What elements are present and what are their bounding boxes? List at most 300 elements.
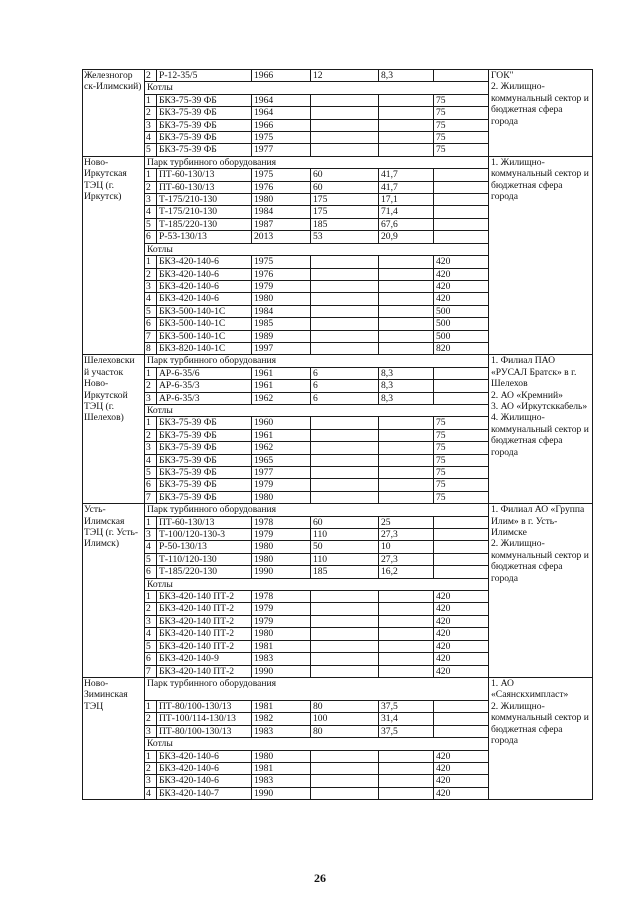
capacity-cell <box>311 775 379 787</box>
section-title: Парк турбинного оборудования <box>145 156 489 168</box>
row-number-cell: 3 <box>145 775 157 787</box>
row-number-cell: 1 <box>145 169 157 181</box>
row-number-cell: 2 <box>145 713 157 725</box>
steam-output-cell <box>434 367 489 379</box>
heat-output-cell <box>379 640 434 652</box>
year-cell: 1979 <box>252 479 311 491</box>
equipment-model-cell: ПТ-100/114-130/13 <box>157 713 252 725</box>
steam-output-cell <box>434 566 489 578</box>
row-number-cell: 3 <box>145 194 157 206</box>
row-number-cell: 2 <box>145 380 157 392</box>
capacity-cell <box>311 665 379 677</box>
steam-output-cell <box>434 541 489 553</box>
capacity-cell <box>311 429 379 441</box>
heat-output-cell <box>379 591 434 603</box>
equipment-model-cell: БКЗ-420-140-9 <box>157 653 252 665</box>
equipment-model-cell: БКЗ-420-140 ПТ-2 <box>157 603 252 615</box>
capacity-cell <box>311 342 379 354</box>
steam-output-cell: 420 <box>434 787 489 799</box>
year-cell: 1962 <box>252 442 311 454</box>
capacity-cell: 50 <box>311 541 379 553</box>
heat-output-cell <box>379 628 434 640</box>
heat-output-cell <box>379 665 434 677</box>
heat-output-cell: 31,4 <box>379 713 434 725</box>
row-number-cell: 4 <box>145 787 157 799</box>
steam-output-cell: 75 <box>434 454 489 466</box>
heat-output-cell <box>379 467 434 479</box>
capacity-cell <box>311 280 379 292</box>
capacity-cell <box>311 615 379 627</box>
heat-output-cell <box>379 144 434 156</box>
equipment-model-cell: БКЗ-500-140-1С <box>157 330 252 342</box>
heat-output-cell <box>379 318 434 330</box>
year-cell: 1966 <box>252 70 311 82</box>
section-title: Котлы <box>145 404 489 416</box>
heat-output-cell: 27,3 <box>379 553 434 565</box>
table-row <box>83 70 593 82</box>
equipment-model-cell: Р-12-35/5 <box>157 70 252 82</box>
year-cell: 1976 <box>252 268 311 280</box>
steam-output-cell: 500 <box>434 330 489 342</box>
capacity-cell: 80 <box>311 700 379 712</box>
equipment-model-cell: АР-6-35/6 <box>157 367 252 379</box>
row-number-cell: 4 <box>145 206 157 218</box>
row-number-cell: 1 <box>145 750 157 762</box>
heat-output-cell: 10 <box>379 541 434 553</box>
equipment-model-cell: БКЗ-420-140-6 <box>157 280 252 292</box>
heat-output-cell <box>379 429 434 441</box>
plant-consumers: ГОК" 2. Жилищно-коммунальный сектор и бюджетная сфера города <box>489 70 593 157</box>
capacity-cell: 185 <box>311 218 379 230</box>
row-number-cell: 5 <box>145 218 157 230</box>
equipment-model-cell: ПТ-80/100-130/13 <box>157 700 252 712</box>
year-cell: 1978 <box>252 591 311 603</box>
equipment-model-cell: ПТ-60-130/13 <box>157 181 252 193</box>
year-cell: 1982 <box>252 713 311 725</box>
plant-consumers: 1. Филиал ПАО «РУСАЛ Братск» в г. Шелехов 2. АО «Кремний» 3. АО «Иркутсккабель» 4. Жилищно-коммунальный сектор и бюджетная сфера города <box>489 355 593 504</box>
heat-output-cell: 41,7 <box>379 169 434 181</box>
plant-consumers: 1. Филиал АО «Группа Илим» в г. Усть-Илимске 2. Жилищно-коммунальный сектор и бюджетная сфера города <box>489 504 593 678</box>
year-cell: 1979 <box>252 529 311 541</box>
heat-output-cell: 20,9 <box>379 231 434 243</box>
equipment-model-cell: Т-100/120-130-3 <box>157 529 252 541</box>
row-number-cell: 3 <box>145 529 157 541</box>
equipment-model-cell: Р-50-130/13 <box>157 541 252 553</box>
row-number-cell: 4 <box>145 132 157 144</box>
year-cell: 1983 <box>252 725 311 737</box>
row-number-cell: 1 <box>145 516 157 528</box>
year-cell: 1981 <box>252 640 311 652</box>
heat-output-cell <box>379 417 434 429</box>
row-number-cell: 1 <box>145 256 157 268</box>
year-cell: 1981 <box>252 762 311 774</box>
capacity-cell: 175 <box>311 194 379 206</box>
heat-output-cell: 8,3 <box>379 367 434 379</box>
steam-output-cell: 420 <box>434 775 489 787</box>
heat-output-cell <box>379 653 434 665</box>
steam-output-cell: 420 <box>434 268 489 280</box>
capacity-cell <box>311 268 379 280</box>
year-cell: 1980 <box>252 750 311 762</box>
capacity-cell <box>311 318 379 330</box>
steam-output-cell <box>434 529 489 541</box>
capacity-cell <box>311 628 379 640</box>
row-number-cell: 6 <box>145 479 157 491</box>
row-number-cell: 5 <box>145 640 157 652</box>
capacity-cell: 100 <box>311 713 379 725</box>
capacity-cell <box>311 653 379 665</box>
year-cell: 1965 <box>252 454 311 466</box>
year-cell: 1979 <box>252 603 311 615</box>
steam-output-cell: 420 <box>434 653 489 665</box>
capacity-cell: 53 <box>311 231 379 243</box>
heat-output-cell <box>379 94 434 106</box>
equipment-model-cell: БКЗ-75-39 ФБ <box>157 107 252 119</box>
heat-output-cell <box>379 491 434 503</box>
heat-output-cell: 8,3 <box>379 392 434 404</box>
year-cell: 1984 <box>252 206 311 218</box>
equipment-model-cell: Т-175/210-130 <box>157 206 252 218</box>
row-number-cell: 3 <box>145 392 157 404</box>
row-number-cell: 5 <box>145 305 157 317</box>
capacity-cell: 60 <box>311 169 379 181</box>
section-title: Парк турбинного оборудования <box>145 504 489 516</box>
heat-output-cell <box>379 305 434 317</box>
year-cell: 1980 <box>252 194 311 206</box>
plant-name: Ново-Зиминская ТЭЦ <box>83 677 145 799</box>
row-number-cell: 5 <box>145 467 157 479</box>
heat-output-cell <box>379 603 434 615</box>
equipment-model-cell: Т-185/220-130 <box>157 218 252 230</box>
equipment-model-cell: БКЗ-420-140-6 <box>157 256 252 268</box>
equipment-model-cell: ПТ-60-130/13 <box>157 516 252 528</box>
steam-output-cell <box>434 380 489 392</box>
equipment-model-cell: БКЗ-420-140-6 <box>157 762 252 774</box>
row-number-cell: 6 <box>145 231 157 243</box>
row-number-cell: 3 <box>145 442 157 454</box>
equipment-table <box>82 69 593 800</box>
steam-output-cell: 75 <box>434 107 489 119</box>
row-number-cell: 4 <box>145 628 157 640</box>
year-cell: 1979 <box>252 615 311 627</box>
equipment-model-cell: БКЗ-420-140-7 <box>157 787 252 799</box>
section-title: Парк турбинного оборудования <box>145 677 489 700</box>
capacity-cell: 110 <box>311 529 379 541</box>
year-cell: 1979 <box>252 280 311 292</box>
equipment-model-cell: БКЗ-75-39 ФБ <box>157 479 252 491</box>
equipment-model-cell: БКЗ-420-140-6 <box>157 268 252 280</box>
heat-output-cell <box>379 293 434 305</box>
year-cell: 1961 <box>252 380 311 392</box>
heat-output-cell: 41,7 <box>379 181 434 193</box>
heat-output-cell: 8,3 <box>379 380 434 392</box>
year-cell: 1975 <box>252 169 311 181</box>
steam-output-cell: 75 <box>434 132 489 144</box>
heat-output-cell: 67,6 <box>379 218 434 230</box>
year-cell: 1980 <box>252 491 311 503</box>
year-cell: 1981 <box>252 700 311 712</box>
year-cell: 1980 <box>252 553 311 565</box>
steam-output-cell: 420 <box>434 628 489 640</box>
heat-output-cell <box>379 454 434 466</box>
capacity-cell: 6 <box>311 380 379 392</box>
capacity-cell <box>311 330 379 342</box>
heat-output-cell <box>379 342 434 354</box>
equipment-model-cell: БКЗ-420-140 ПТ-2 <box>157 591 252 603</box>
steam-output-cell: 420 <box>434 762 489 774</box>
equipment-model-cell: БКЗ-75-39 ФБ <box>157 442 252 454</box>
equipment-model-cell: БКЗ-420-140-6 <box>157 750 252 762</box>
heat-output-cell <box>379 132 434 144</box>
row-number-cell: 2 <box>145 107 157 119</box>
row-number-cell: 2 <box>145 181 157 193</box>
equipment-model-cell: БКЗ-420-140 ПТ-2 <box>157 628 252 640</box>
year-cell: 1989 <box>252 330 311 342</box>
capacity-cell <box>311 603 379 615</box>
steam-output-cell <box>434 231 489 243</box>
capacity-cell: 6 <box>311 392 379 404</box>
year-cell: 1987 <box>252 218 311 230</box>
heat-output-cell: 37,5 <box>379 700 434 712</box>
heat-output-cell: 25 <box>379 516 434 528</box>
heat-output-cell <box>379 750 434 762</box>
steam-output-cell <box>434 713 489 725</box>
capacity-cell <box>311 640 379 652</box>
capacity-cell <box>311 256 379 268</box>
capacity-cell <box>311 293 379 305</box>
capacity-cell <box>311 417 379 429</box>
row-number-cell: 2 <box>145 268 157 280</box>
capacity-cell: 60 <box>311 181 379 193</box>
capacity-cell <box>311 144 379 156</box>
row-number-cell: 3 <box>145 615 157 627</box>
steam-output-cell: 820 <box>434 342 489 354</box>
row-number-cell: 2 <box>145 429 157 441</box>
section-title: Парк турбинного оборудования <box>145 355 489 367</box>
row-number-cell: 3 <box>145 280 157 292</box>
equipment-model-cell: Т-185/220-130 <box>157 566 252 578</box>
year-cell: 1990 <box>252 566 311 578</box>
page-number: 26 <box>314 871 326 885</box>
row-number-cell: 1 <box>145 367 157 379</box>
year-cell: 1961 <box>252 429 311 441</box>
heat-output-cell <box>379 256 434 268</box>
row-number-cell: 6 <box>145 566 157 578</box>
heat-output-cell: 37,5 <box>379 725 434 737</box>
row-number-cell: 5 <box>145 553 157 565</box>
year-cell: 1962 <box>252 392 311 404</box>
row-number-cell: 3 <box>145 119 157 131</box>
heat-output-cell <box>379 280 434 292</box>
heat-output-cell <box>379 119 434 131</box>
year-cell: 1990 <box>252 787 311 799</box>
steam-output-cell <box>434 218 489 230</box>
capacity-cell <box>311 94 379 106</box>
row-number-cell: 6 <box>145 653 157 665</box>
steam-output-cell: 75 <box>434 417 489 429</box>
equipment-model-cell: БКЗ-420-140 ПТ-2 <box>157 640 252 652</box>
steam-output-cell: 75 <box>434 429 489 441</box>
section-header-row <box>83 156 593 168</box>
heat-output-cell <box>379 107 434 119</box>
steam-output-cell <box>434 700 489 712</box>
steam-output-cell: 420 <box>434 615 489 627</box>
row-number-cell: 1 <box>145 417 157 429</box>
steam-output-cell: 420 <box>434 750 489 762</box>
equipment-model-cell: БКЗ-75-39 ФБ <box>157 94 252 106</box>
section-header-row <box>83 677 593 700</box>
equipment-model-cell: БКЗ-75-39 ФБ <box>157 454 252 466</box>
capacity-cell <box>311 467 379 479</box>
steam-output-cell <box>434 516 489 528</box>
equipment-model-cell: БКЗ-75-39 ФБ <box>157 417 252 429</box>
section-header-row <box>83 355 593 367</box>
year-cell: 1966 <box>252 119 311 131</box>
steam-output-cell: 75 <box>434 119 489 131</box>
year-cell: 1990 <box>252 665 311 677</box>
year-cell: 1984 <box>252 305 311 317</box>
year-cell: 1976 <box>252 181 311 193</box>
equipment-model-cell: ПТ-80/100-130/13 <box>157 725 252 737</box>
year-cell: 1960 <box>252 417 311 429</box>
row-number-cell: 1 <box>145 94 157 106</box>
section-title: Котлы <box>145 243 489 255</box>
capacity-cell <box>311 479 379 491</box>
row-number-cell: 7 <box>145 491 157 503</box>
capacity-cell <box>311 132 379 144</box>
row-number-cell: 1 <box>145 700 157 712</box>
year-cell: 1961 <box>252 367 311 379</box>
year-cell: 1983 <box>252 775 311 787</box>
capacity-cell: 60 <box>311 516 379 528</box>
capacity-cell <box>311 107 379 119</box>
capacity-cell: 12 <box>311 70 379 82</box>
steam-output-cell: 420 <box>434 665 489 677</box>
steam-output-cell <box>434 194 489 206</box>
equipment-model-cell: БКЗ-500-140-1С <box>157 318 252 330</box>
equipment-model-cell: БКЗ-500-140-1С <box>157 305 252 317</box>
steam-output-cell: 75 <box>434 479 489 491</box>
year-cell: 1985 <box>252 318 311 330</box>
row-number-cell: 2 <box>145 70 157 82</box>
steam-output-cell: 420 <box>434 280 489 292</box>
equipment-model-cell: БКЗ-75-39 ФБ <box>157 467 252 479</box>
steam-output-cell: 420 <box>434 591 489 603</box>
equipment-model-cell: БКЗ-75-39 ФБ <box>157 491 252 503</box>
heat-output-cell: 16,2 <box>379 566 434 578</box>
year-cell: 1977 <box>252 467 311 479</box>
equipment-model-cell: Т-110/120-130 <box>157 553 252 565</box>
equipment-model-cell: БКЗ-75-39 ФБ <box>157 429 252 441</box>
section-title: Котлы <box>145 82 489 94</box>
section-title: Котлы <box>145 738 489 750</box>
row-number-cell: 6 <box>145 318 157 330</box>
capacity-cell <box>311 305 379 317</box>
year-cell: 1980 <box>252 628 311 640</box>
equipment-model-cell: АР-6-35/3 <box>157 392 252 404</box>
heat-output-cell <box>379 330 434 342</box>
year-cell: 2013 <box>252 231 311 243</box>
equipment-model-cell: БКЗ-420-140 ПТ-2 <box>157 615 252 627</box>
steam-output-cell: 75 <box>434 491 489 503</box>
steam-output-cell <box>434 725 489 737</box>
heat-output-cell <box>379 775 434 787</box>
capacity-cell: 110 <box>311 553 379 565</box>
row-number-cell: 4 <box>145 454 157 466</box>
year-cell: 1964 <box>252 94 311 106</box>
year-cell: 1975 <box>252 256 311 268</box>
heat-output-cell: 8,3 <box>379 70 434 82</box>
steam-output-cell: 75 <box>434 94 489 106</box>
equipment-model-cell: БКЗ-420-140-6 <box>157 293 252 305</box>
plant-name: Шелеховски й участок Ново-Иркутской ТЭЦ (г. Шелехов) <box>83 355 145 504</box>
heat-output-cell: 71,4 <box>379 206 434 218</box>
equipment-model-cell: БКЗ-420-140-6 <box>157 775 252 787</box>
plant-name: Усть-Илимская ТЭЦ (г. Усть-Илимск) <box>83 504 145 678</box>
section-title: Котлы <box>145 578 489 590</box>
steam-output-cell <box>434 70 489 82</box>
steam-output-cell: 75 <box>434 144 489 156</box>
year-cell: 1997 <box>252 342 311 354</box>
row-number-cell: 4 <box>145 293 157 305</box>
heat-output-cell <box>379 442 434 454</box>
equipment-model-cell: Т-175/210-130 <box>157 194 252 206</box>
year-cell: 1980 <box>252 541 311 553</box>
steam-output-cell <box>434 392 489 404</box>
row-number-cell: 1 <box>145 591 157 603</box>
steam-output-cell: 75 <box>434 467 489 479</box>
equipment-model-cell: БКЗ-820-140-1С <box>157 342 252 354</box>
capacity-cell: 6 <box>311 367 379 379</box>
steam-output-cell: 420 <box>434 640 489 652</box>
capacity-cell: 185 <box>311 566 379 578</box>
heat-output-cell <box>379 268 434 280</box>
year-cell: 1975 <box>252 132 311 144</box>
row-number-cell: 3 <box>145 725 157 737</box>
equipment-model-cell: АР-6-35/3 <box>157 380 252 392</box>
equipment-model-cell: БКЗ-75-39 ФБ <box>157 132 252 144</box>
heat-output-cell <box>379 615 434 627</box>
document-page <box>82 69 592 800</box>
year-cell: 1983 <box>252 653 311 665</box>
year-cell: 1978 <box>252 516 311 528</box>
equipment-model-cell: БКЗ-75-39 ФБ <box>157 144 252 156</box>
plant-consumers: 1. АО «Саянскхимпласт» 2. Жилищно-коммунальный сектор и бюджетная сфера города <box>489 677 593 799</box>
steam-output-cell <box>434 553 489 565</box>
capacity-cell <box>311 787 379 799</box>
steam-output-cell <box>434 206 489 218</box>
row-number-cell: 8 <box>145 342 157 354</box>
plant-name: Ново-Иркутская ТЭЦ (г. Иркутск) <box>83 156 145 355</box>
heat-output-cell <box>379 479 434 491</box>
plant-name: Железногор ск-Илимский) <box>83 70 145 157</box>
steam-output-cell: 500 <box>434 305 489 317</box>
year-cell: 1977 <box>252 144 311 156</box>
plant-consumers: 1. Жилищно-коммунальный сектор и бюджетная сфера города <box>489 156 593 355</box>
steam-output-cell: 500 <box>434 318 489 330</box>
heat-output-cell <box>379 787 434 799</box>
steam-output-cell: 420 <box>434 256 489 268</box>
capacity-cell <box>311 762 379 774</box>
equipment-model-cell: БКЗ-420-140 ПТ-2 <box>157 665 252 677</box>
heat-output-cell: 27,3 <box>379 529 434 541</box>
equipment-model-cell: ПТ-60-130/13 <box>157 169 252 181</box>
capacity-cell <box>311 454 379 466</box>
section-header-row <box>83 504 593 516</box>
row-number-cell: 7 <box>145 665 157 677</box>
year-cell: 1980 <box>252 293 311 305</box>
equipment-model-cell: Р-53-130/13 <box>157 231 252 243</box>
